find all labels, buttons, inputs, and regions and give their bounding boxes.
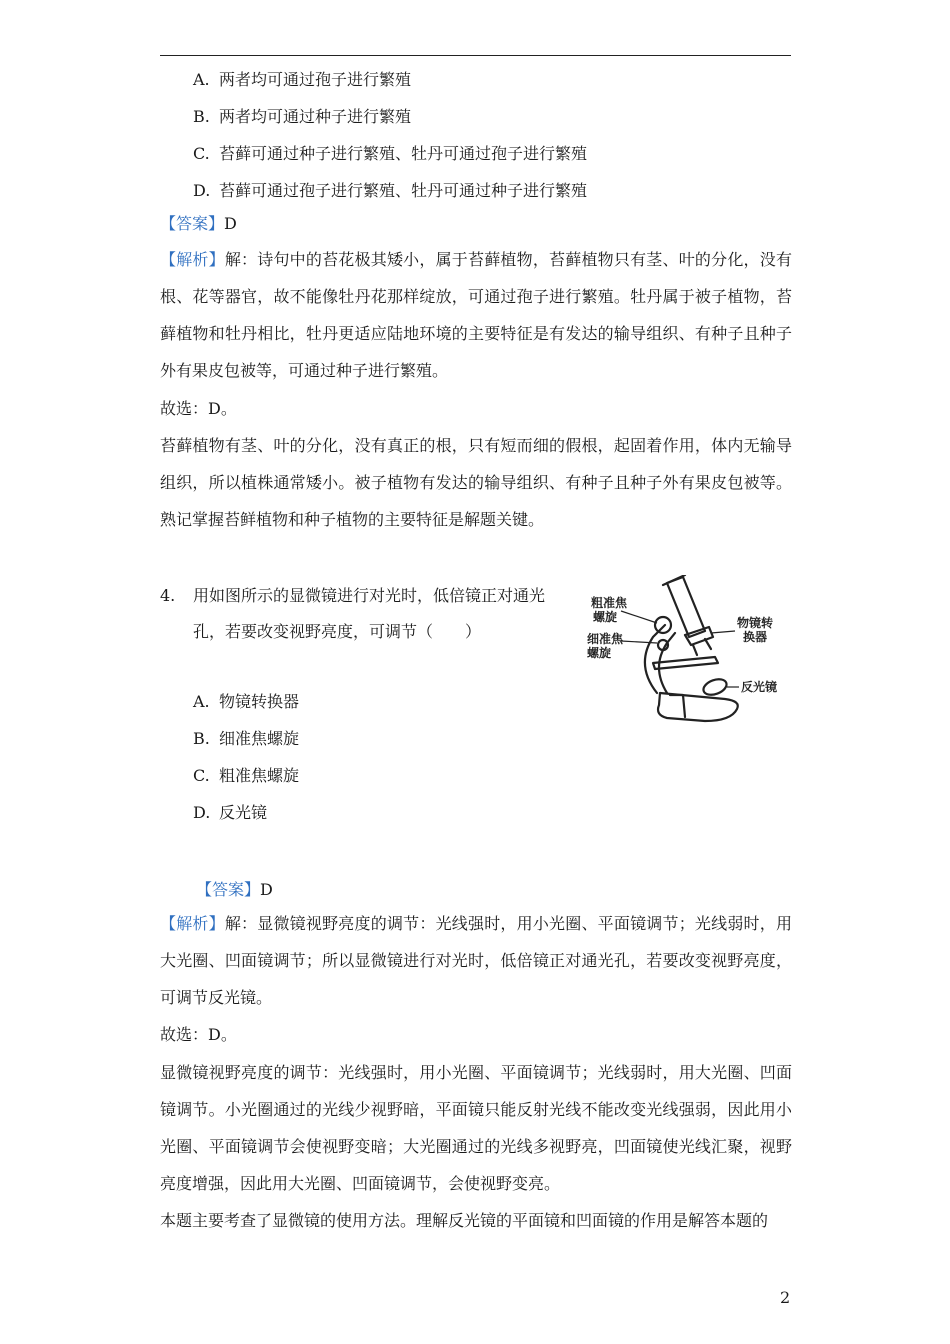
label-nosepiece-1: 物镜转: [737, 616, 774, 630]
label-nosepiece-2: 换器: [743, 630, 768, 644]
label-fine-1: 细准焦: [587, 632, 624, 646]
q4-stem-line1: 用如图所示的显微镜进行对光时，低倍镜正对通光: [193, 586, 546, 605]
label-mirror: 反光镜: [741, 680, 778, 694]
q3-answer: 【答案】D: [160, 214, 237, 233]
q4-option-a[interactable]: A. 物镜转换器: [193, 692, 300, 711]
q3-option-d[interactable]: D. 苔藓可通过孢子进行繁殖、牡丹可通过种子进行繁殖: [193, 181, 588, 200]
header-rule: [160, 55, 791, 56]
q4-option-d[interactable]: D. 反光镜: [193, 803, 268, 822]
q4-option-c[interactable]: C. 粗准焦螺旋: [193, 766, 300, 785]
q4-stem-line2: 孔，若要改变视野亮度，可调节（ ）: [193, 622, 482, 641]
q3-option-b[interactable]: B. 两者均可通过种子进行繁殖: [193, 107, 412, 126]
q4-choice: 故选：D。: [160, 1025, 237, 1044]
q3-summary: 苔藓植物有茎、叶的分化，没有真正的根，只有短而细的假根，起固着作用，体内无输导组织，所以植株通常矮小。被子植物有发达的输导组织、有种子且种子外有果皮包被等。熟记掌握苔鲜植物和种子植物的主要特征是解题关键。: [160, 436, 792, 529]
q4-summary: 显微镜视野亮度的调节：光线强时，用小光圈、平面镜调节；光线弱时，用大光圈、凹面镜调节。小光圈通过的光线少视野暗，平面镜只能反射光线不能改变光线强弱，因此用小光圈、平面镜调节会使视野变暗；大光圈通过的光线多视野亮，凹面镜使光线汇聚，视野亮度增强，因此用大光圈、凹面镜调节，会使视野变亮。: [160, 1063, 792, 1193]
label-coarse-1: 粗准焦: [591, 596, 628, 610]
q4-number: 4.: [160, 586, 176, 605]
label-coarse-2: 螺旋: [593, 610, 618, 624]
q3-option-a[interactable]: A. 两者均可通过孢子进行繁殖: [193, 70, 412, 89]
q3-analysis: 【解析】解：诗句中的苔花极其矮小，属于苔藓植物，苔藓植物只有茎、叶的分化，没有根、花等器官，故不能像牡丹花那样绽放，可通过孢子进行繁殖。牡丹属于被子植物，苔藓植物和牡丹相比，牡丹更适应陆地环境的主要特征是有发达的输导组织、有种子且种子外有果皮包被等，可通过种子进行繁殖。: [160, 250, 792, 380]
q3-option-c[interactable]: C. 苔藓可通过种子进行繁殖、牡丹可通过孢子进行繁殖: [193, 144, 588, 163]
microscope-figure: [575, 575, 793, 727]
q4-answer: 【答案】D: [196, 880, 273, 899]
q4-option-b[interactable]: B. 细准焦螺旋: [193, 729, 300, 748]
q4-analysis: 【解析】解：显微镜视野亮度的调节：光线强时，用小光圈、平面镜调节；光线弱时，用大光圈、凹面镜调节；所以显微镜进行对光时，低倍镜正对通光孔，若要改变视野亮度，可调节反光镜。: [160, 914, 792, 1007]
page-number: 2: [780, 1288, 791, 1307]
q3-choice: 故选：D。: [160, 399, 237, 418]
q4-note: 本题主要考查了显微镜的使用方法。理解反光镜的平面镜和凹面镜的作用是解答本题的: [160, 1211, 769, 1230]
label-fine-2: 螺旋: [587, 646, 612, 660]
